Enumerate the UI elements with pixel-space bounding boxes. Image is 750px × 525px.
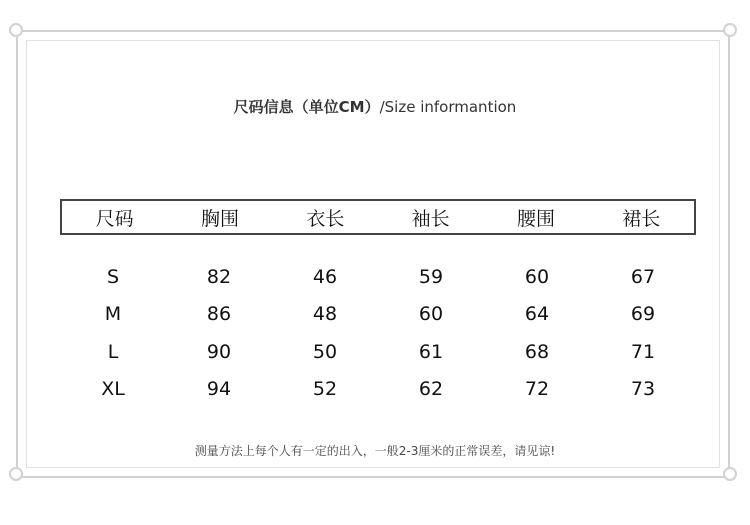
header-bust: 胸围 [200,207,239,230]
cell-waist: 68 [524,340,550,363]
corner-ornament-top-left [9,23,23,37]
cell-bust: 86 [206,303,232,326]
corner-ornament-top-right [723,23,737,37]
title-english: /Size informantion [379,98,517,116]
cell-length: 50 [312,340,338,363]
size-table-header [60,199,696,235]
cell-sleeve: 59 [418,265,444,288]
cell-waist: 60 [524,265,550,288]
cell-skirt-length: 69 [630,303,656,326]
cell-skirt-length: 73 [630,378,656,401]
corner-ornament-bottom-right [723,467,737,481]
header-waist: 腰围 [516,207,555,230]
header-length: 衣长 [306,207,345,230]
cell-waist: 64 [524,303,550,326]
cell-bust: 94 [206,378,232,401]
title-chinese: 尺码信息（单位CM） [233,98,380,116]
table-row [60,333,696,371]
table-row [60,296,696,334]
cell-sleeve: 62 [418,378,444,401]
size-table-body [60,258,696,408]
cell-size: L [107,340,119,363]
corner-ornament-bottom-left [9,467,23,481]
cell-skirt-length: 67 [630,265,656,288]
cell-sleeve: 60 [418,303,444,326]
cell-size: S [106,265,120,288]
page-title [0,96,750,117]
cell-waist: 72 [524,378,550,401]
cell-skirt-length: 71 [630,340,656,363]
cell-size: XL [101,378,125,401]
header-sleeve: 袖长 [411,207,450,230]
cell-size: M [104,303,122,326]
cell-length: 52 [312,378,338,401]
measurement-note: 测量方法上每个人有一定的出入，一般2-3厘米的正常误差，请见谅! [194,444,556,458]
cell-bust: 90 [206,340,232,363]
cell-length: 46 [312,265,338,288]
cell-bust: 82 [206,265,232,288]
table-row [60,258,696,296]
header-skirt-length: 裙长 [622,207,661,230]
table-row [60,371,696,409]
cell-length: 48 [312,303,338,326]
header-size: 尺码 [95,207,134,230]
cell-sleeve: 61 [418,340,444,363]
